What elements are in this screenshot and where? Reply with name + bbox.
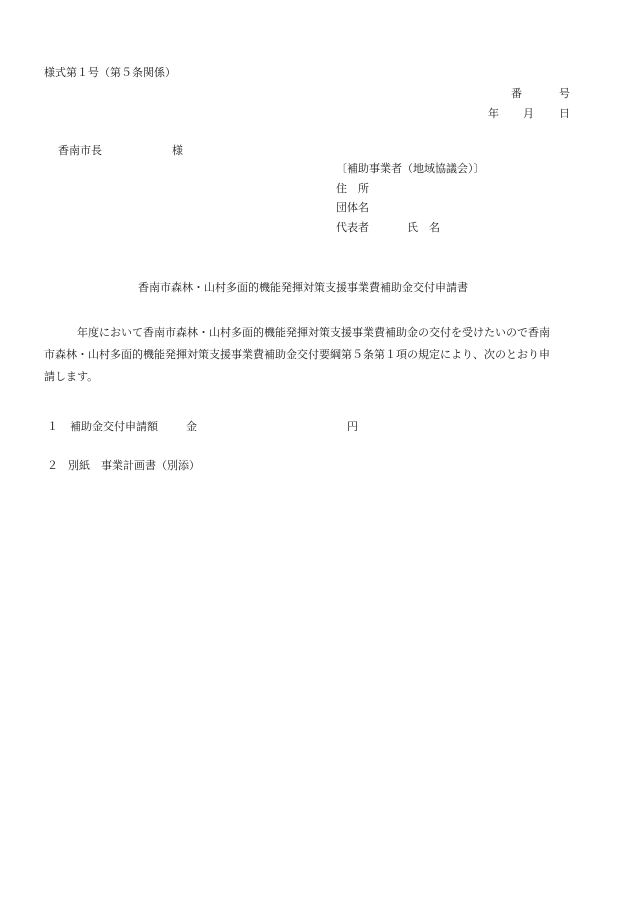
body-line-1: 年度において香南市森林・山村多面的機能発揮対策支援事業費補助金の交付を受けたいので香南: [77, 326, 550, 339]
date-year-label: 年: [488, 107, 499, 120]
date-month-label: 月: [523, 107, 534, 120]
item-2-label: 別紙 事業計画書（別添）: [68, 459, 200, 472]
form-label: 様式第１号（第５条関係）: [44, 66, 176, 79]
applicant-name-label: 氏 名: [407, 221, 440, 234]
item-1-label: 補助金交付申請額: [70, 420, 158, 433]
applicant-header: 〔補助事業者（地域協議会）〕: [336, 162, 485, 175]
document-title: 香南市森林・山村多面的機能発揮対策支援事業費補助金交付申請書: [138, 281, 468, 294]
addressee-honorific: 様: [172, 144, 183, 157]
applicant-org-label: 団体名: [336, 201, 369, 214]
item-2-number: ２: [47, 459, 58, 472]
item-1-amount-prefix: 金: [186, 420, 197, 433]
addressee-name: 香南市長: [58, 144, 102, 157]
item-1-number: １: [47, 420, 58, 433]
date-day-label: 日: [559, 107, 570, 120]
doc-number-label: 番: [511, 87, 522, 100]
body-line-2: 市森林・山村多面的機能発揮対策支援事業費補助金交付要綱第５条第１項の規定により、次のとおり申: [44, 348, 550, 361]
applicant-rep-label: 代表者: [336, 221, 369, 234]
body-paragraph: [44, 322, 584, 388]
item-1-amount-unit: 円: [347, 420, 358, 433]
applicant-address-label: 住 所: [336, 182, 369, 195]
body-line-3: 請します。: [44, 370, 99, 383]
doc-number-suffix: 号: [559, 87, 570, 100]
